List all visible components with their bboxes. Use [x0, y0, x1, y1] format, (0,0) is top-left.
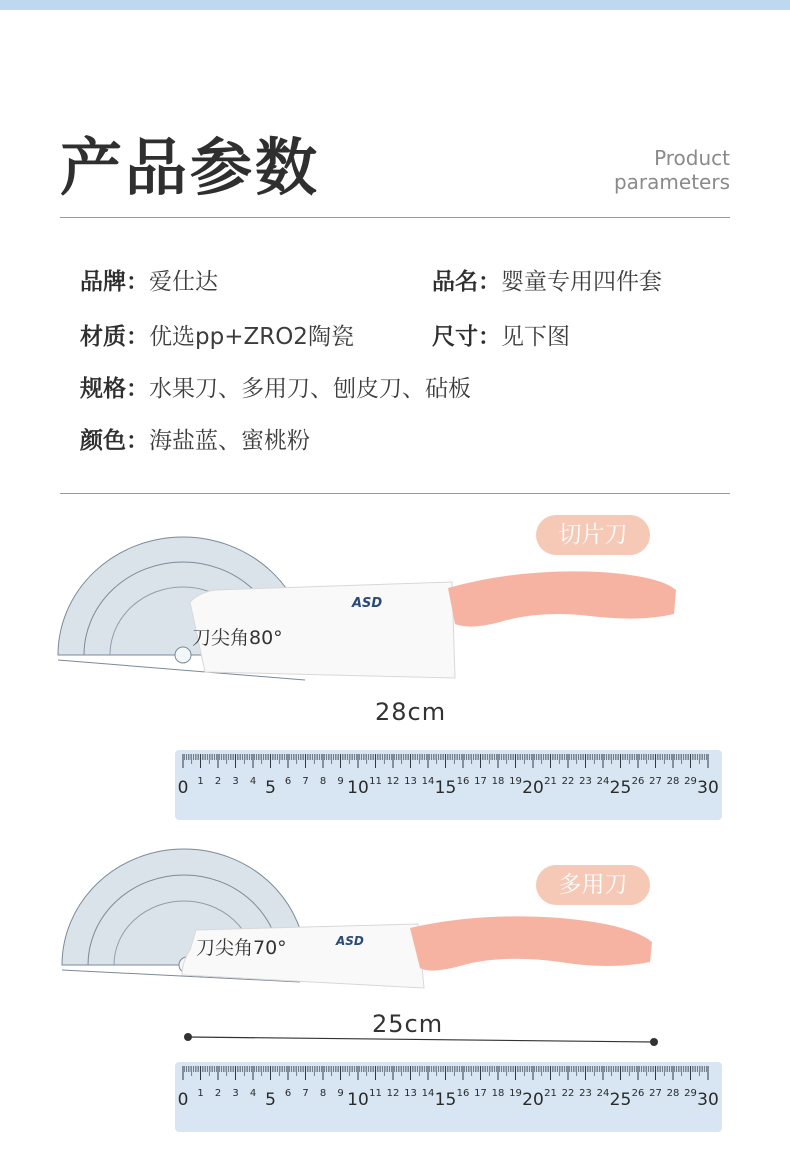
ruler-minor-label: 27	[649, 776, 662, 787]
ruler-major-label: 25	[609, 778, 632, 798]
knife-handle	[410, 916, 652, 970]
ruler-minor-label: 16	[456, 776, 470, 787]
ruler-minor-label: 28	[666, 1088, 680, 1099]
spec-material-label: 材质：	[80, 324, 149, 350]
ruler-minor-label: 23	[579, 1088, 592, 1099]
spec-model-value: 水果刀、多用刀、刨皮刀、砧板	[149, 376, 471, 402]
ruler-minor-label: 16	[456, 1088, 470, 1099]
ruler-minor-label: 21	[544, 1088, 557, 1099]
spec-name-value: 婴童专用四件套	[501, 269, 662, 295]
spec-model-label: 规格：	[80, 376, 149, 402]
ruler-minor-label: 17	[474, 1088, 487, 1099]
ruler-minor-label: 23	[579, 776, 592, 787]
ruler-minor-label: 17	[474, 776, 487, 787]
brand-logo: ASD	[336, 934, 364, 948]
ruler-minor-label: 29	[684, 1088, 697, 1099]
ruler-major-label: 5	[265, 1090, 276, 1110]
ruler-minor-label: 1	[197, 1088, 204, 1099]
subtitle-line-1: Product	[654, 146, 730, 170]
ruler-minor-label: 24	[596, 776, 610, 787]
spec-color-value: 海盐蓝、蜜桃粉	[149, 428, 310, 454]
ruler-minor-label: 22	[561, 776, 575, 787]
spec-size-value: 见下图	[501, 324, 570, 350]
ruler-minor-label: 13	[404, 776, 417, 787]
ruler-minor-label: 26	[631, 1088, 645, 1099]
ruler-minor-label: 12	[386, 776, 400, 787]
ruler-major-label: 0	[177, 1090, 189, 1110]
tip-angle-label: 刀尖角80°	[192, 627, 283, 649]
ruler-minor-label: 14	[421, 1088, 435, 1099]
ruler-minor-label: 22	[561, 1088, 575, 1099]
ruler-major-label: 0	[177, 778, 189, 798]
ruler-minor-label: 13	[404, 1088, 417, 1099]
ruler-minor-label: 1	[197, 776, 204, 787]
ruler-minor-label: 6	[284, 1088, 292, 1099]
ruler-major-label: 25	[609, 1090, 632, 1110]
ruler-major-label: 30	[697, 1090, 719, 1110]
ruler-major-label: 10	[347, 778, 369, 798]
brand-logo: ASD	[352, 596, 383, 611]
ruler-major-label: 15	[434, 778, 457, 798]
ruler-minor-label: 26	[631, 776, 645, 787]
ruler-minor-label: 18	[491, 1088, 505, 1099]
spec-color-label: 颜色：	[80, 428, 149, 454]
ruler-minor-label: 28	[666, 776, 680, 787]
length-label: 25cm	[372, 1010, 444, 1038]
tag-utility-knife: 多用刀	[536, 865, 650, 905]
ruler-minor-label: 4	[249, 1088, 257, 1099]
ruler-minor-label: 11	[369, 1088, 382, 1099]
ruler-minor-label: 29	[684, 776, 697, 787]
ruler-major-label: 15	[434, 1090, 457, 1110]
ruler-minor-label: 7	[302, 776, 309, 787]
ruler-major-label: 5	[265, 778, 276, 798]
ruler-minor-label: 7	[302, 1088, 309, 1099]
ruler-minor-label: 6	[284, 776, 292, 787]
ruler-minor-label: 14	[421, 776, 435, 787]
ruler-major-label: 10	[347, 1090, 369, 1110]
ruler-minor-label: 2	[214, 1088, 222, 1099]
ruler-minor-label: 9	[337, 1088, 344, 1099]
ruler-major-label: 20	[522, 778, 544, 798]
ruler-minor-label: 24	[596, 1088, 610, 1099]
length-label: 28cm	[375, 698, 447, 726]
spec-brand-value: 爱仕达	[149, 269, 218, 295]
ruler-minor-label: 19	[509, 1088, 522, 1099]
ruler-minor-label: 2	[214, 776, 222, 787]
ruler	[175, 1062, 722, 1132]
ruler-minor-label: 8	[319, 776, 327, 787]
ruler-minor-label: 21	[544, 776, 557, 787]
subtitle-line-2: parameters	[613, 170, 730, 194]
ruler-minor-label: 19	[509, 776, 522, 787]
tag-slicing-knife: 切片刀	[536, 515, 650, 555]
spec-material-value: 优选pp+ZRO2陶瓷	[149, 324, 354, 350]
ruler-minor-label: 3	[232, 1088, 239, 1099]
page-title: 产品参数	[60, 131, 321, 204]
ruler-minor-label: 4	[249, 776, 257, 787]
ruler-major-label: 30	[697, 778, 719, 798]
ruler-minor-label: 8	[319, 1088, 327, 1099]
ruler-minor-label: 9	[337, 776, 344, 787]
spec-brand-label: 品牌：	[80, 269, 149, 295]
spec-size-label: 尺寸：	[432, 324, 501, 350]
ruler-minor-label: 11	[369, 776, 382, 787]
tip-angle-label: 刀尖角70°	[196, 937, 287, 959]
ruler-major-label: 20	[522, 1090, 544, 1110]
ruler-minor-label: 27	[649, 1088, 662, 1099]
ruler-minor-label: 12	[386, 1088, 400, 1099]
ruler-minor-label: 3	[232, 776, 239, 787]
ruler-minor-label: 18	[491, 776, 505, 787]
ruler-scale	[175, 1062, 722, 1132]
spec-name-label: 品名：	[432, 269, 501, 295]
